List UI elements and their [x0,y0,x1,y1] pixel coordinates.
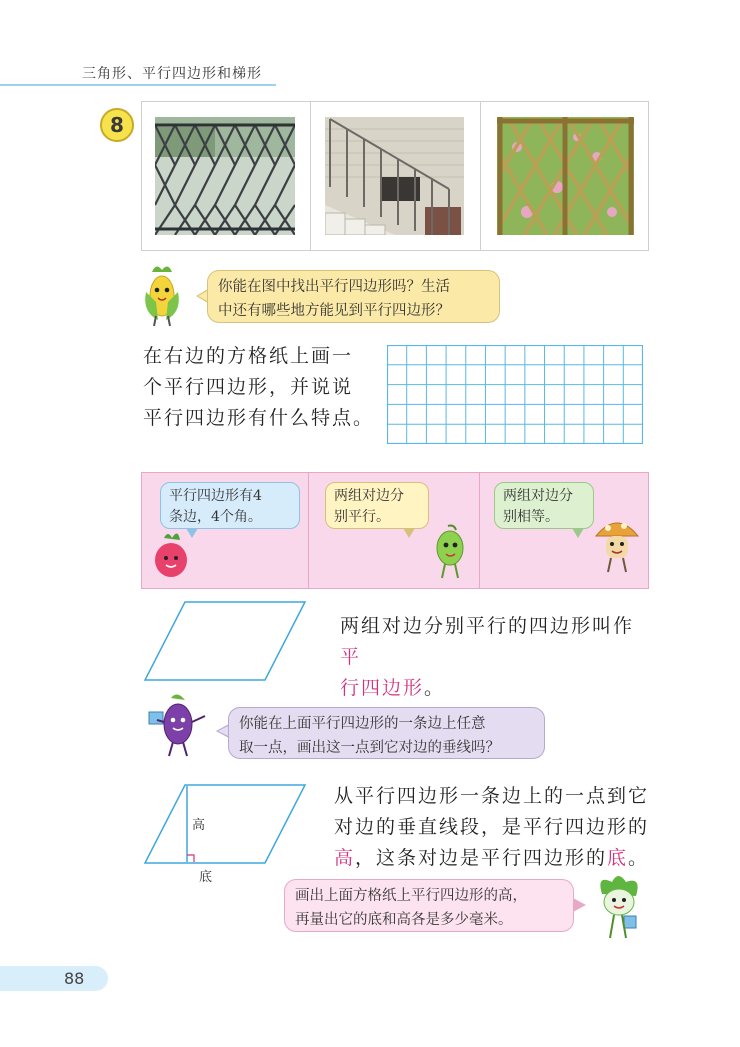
page-number-tab [0,966,108,991]
bubble-line: 你能在上面平行四边形的一条边上任意 [239,716,486,732]
bean-mascot-icon [428,524,472,580]
definition-end: 。 [424,677,446,699]
task-text [143,341,375,434]
corn-speech-bubble [207,270,500,323]
eggplant-mascot-icon [145,692,211,758]
photo-divider [480,101,481,251]
feature-line: 别相等。 [503,509,559,525]
definition-term: 行四边形 [340,677,425,699]
height-def-line: 对边的垂直线段，是平行四边形的 [334,816,650,838]
header-rule [0,84,276,86]
bubble-tail [403,528,415,538]
feature-line: 两组对边分 [503,488,573,504]
photo-divider [310,101,311,251]
garden-trellis-image [497,117,634,235]
eggplant-speech-bubble [228,707,545,759]
height-def-end: 。 [628,847,650,869]
feature-bubble-equal [494,482,594,529]
stair-railing-image [325,117,464,235]
task-line: 个平行四边形，并说说 [143,376,354,398]
term-height: 高 [334,847,356,869]
feature-line: 平行四边形有4 [169,488,262,504]
panel-divider [479,472,480,589]
feature-bubble-parallel [325,482,429,529]
example-number-badge: 8 [100,108,134,142]
task-line: 平行四边形有什么特点。 [143,407,375,429]
definition-term: 平 [340,646,362,668]
height-def-line [334,843,654,874]
bubble-tail [572,528,584,538]
bubble-line: 取一点，画出这一点到它对边的垂线吗？ [239,740,500,756]
parallelogram-figure [143,600,308,684]
base-label: 底 [199,870,213,885]
cabbage-mascot-icon [590,872,650,942]
bubble-line: 你能在图中找出平行四边形吗？生活 [218,279,450,295]
feature-line: 别平行。 [334,509,390,525]
grid-paper [387,345,643,444]
page-number: 88 [64,969,85,988]
bubble-line: 画出上面方格纸上平行四边形的高， [295,888,527,904]
cabbage-speech-bubble [284,879,574,932]
mushroom-mascot-icon [592,514,642,576]
definition-text [340,611,645,704]
panel-divider [308,472,309,589]
bubble-line: 中还有哪些地方能见到平行四边形？ [218,303,450,319]
height-label: 高 [192,818,206,833]
radish-mascot-icon [148,530,194,580]
feature-line: 条边，4个角。 [169,509,262,525]
term-base: 底 [607,847,629,869]
task-line: 在右边的方格纸上画一 [143,345,354,367]
bubble-tail [573,898,586,912]
height-def-line: 从平行四边形一条边上的一点到它 [334,785,650,807]
height-def-mid: ，这条对边是平行四边形的 [355,847,608,869]
parallelogram-height-figure [143,783,308,867]
folding-gate-image [155,117,295,235]
feature-bubble-sides [160,482,300,529]
corn-mascot-icon [138,262,188,328]
feature-line: 两组对边分 [334,488,404,504]
chapter-title: 三角形、平行四边形和梯形 [82,66,262,82]
bubble-line: 再量出它的底和高各是多少毫米。 [295,912,513,928]
height-definition-text [334,781,654,874]
definition-body: 两组对边分别平行的四边形叫作 [340,615,635,637]
